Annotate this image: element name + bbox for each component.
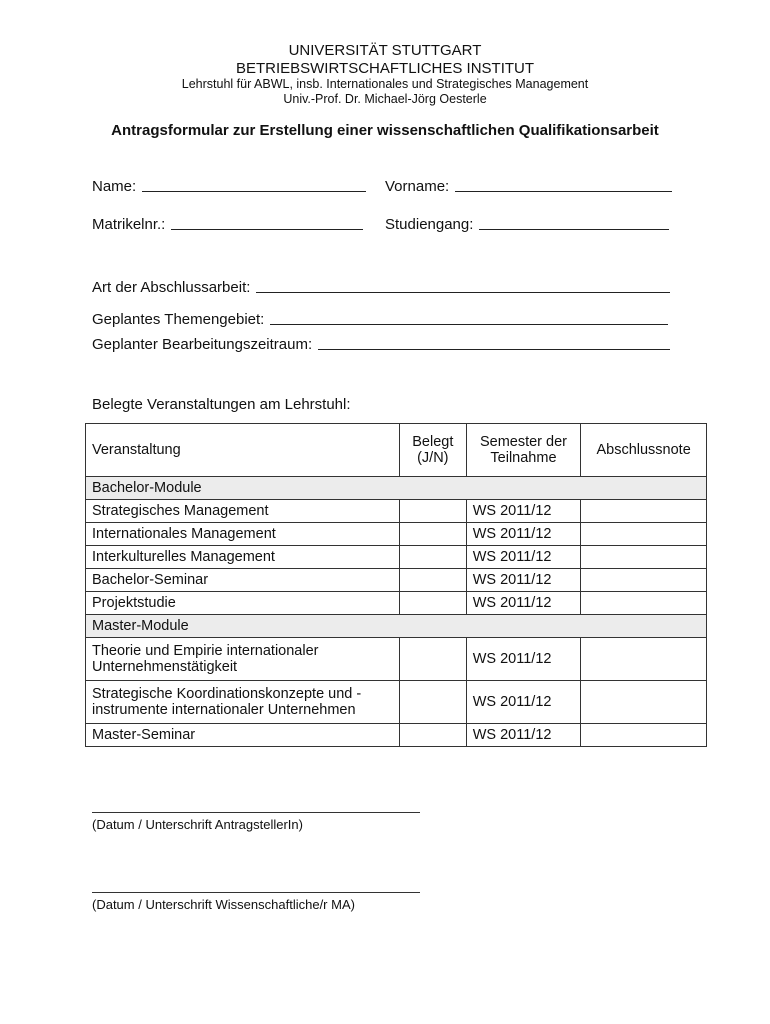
grade-cell[interactable] bbox=[581, 523, 707, 546]
name-label: Name: bbox=[92, 178, 137, 195]
chair-name: Lehrstuhl für ABWL, insb. Internationales und Strategisches Management bbox=[181, 77, 589, 91]
semester-cell: WS 2011/12 bbox=[466, 638, 581, 681]
belegt-cell[interactable] bbox=[399, 724, 466, 747]
courses-section-label: Belegte Veranstaltungen am Lehrstuhl: bbox=[92, 396, 351, 413]
grade-cell[interactable] bbox=[581, 638, 707, 681]
table-row bbox=[86, 724, 707, 747]
header-semester: Semester der Teilnahme bbox=[466, 424, 581, 477]
belegt-cell[interactable] bbox=[399, 500, 466, 523]
course-name: Strategische Koordinationskonzepte und -instrumente internationaler Unternehmen bbox=[86, 681, 400, 724]
semester-cell: WS 2011/12 bbox=[466, 569, 581, 592]
semester-cell: WS 2011/12 bbox=[466, 546, 581, 569]
themengebiet-field[interactable] bbox=[92, 311, 668, 328]
grade-cell[interactable] bbox=[581, 681, 707, 724]
name-line[interactable] bbox=[142, 190, 366, 192]
university-name: UNIVERSITÄT STUTTGART bbox=[288, 42, 482, 59]
grade-cell[interactable] bbox=[581, 546, 707, 569]
belegt-cell[interactable] bbox=[399, 523, 466, 546]
semester-cell: WS 2011/12 bbox=[466, 500, 581, 523]
courses-table bbox=[85, 423, 707, 747]
staff-signature-line[interactable] bbox=[92, 892, 420, 893]
course-name: Strategisches Management bbox=[86, 500, 400, 523]
matrikelnr-line[interactable] bbox=[171, 228, 363, 230]
art-line[interactable] bbox=[256, 291, 670, 293]
vorname-line[interactable] bbox=[455, 190, 672, 192]
belegt-cell[interactable] bbox=[399, 569, 466, 592]
matrikelnr-field[interactable] bbox=[92, 216, 363, 233]
studiengang-label: Studiengang: bbox=[385, 216, 474, 233]
institute-name: BETRIEBSWIRTSCHAFTLICHES INSTITUT bbox=[235, 60, 535, 77]
header-abschlussnote: Abschlussnote bbox=[581, 424, 707, 477]
header-belegt: Belegt (J/N) bbox=[399, 424, 466, 477]
professor-name: Univ.-Prof. Dr. Michael-Jörg Oesterle bbox=[283, 92, 487, 106]
zeitraum-field[interactable] bbox=[92, 336, 670, 353]
studiengang-field[interactable] bbox=[385, 216, 669, 233]
course-name: Internationales Management bbox=[86, 523, 400, 546]
course-name: Interkulturelles Management bbox=[86, 546, 400, 569]
name-field[interactable] bbox=[92, 178, 366, 195]
group-title: Master-Module bbox=[86, 615, 707, 638]
table-header-row bbox=[86, 424, 707, 477]
group-row-master bbox=[86, 615, 707, 638]
applicant-signature-line[interactable] bbox=[92, 812, 420, 813]
vorname-label: Vorname: bbox=[385, 178, 450, 195]
staff-signature-label: (Datum / Unterschrift Wissenschaftliche/r MA) bbox=[92, 897, 355, 912]
semester-cell: WS 2011/12 bbox=[466, 523, 581, 546]
course-name: Projektstudie bbox=[86, 592, 400, 615]
zeitraum-line[interactable] bbox=[318, 348, 670, 350]
group-row-bachelor bbox=[86, 477, 707, 500]
group-title: Bachelor-Module bbox=[86, 477, 707, 500]
vorname-field[interactable] bbox=[385, 178, 672, 195]
table-row bbox=[86, 500, 707, 523]
semester-cell: WS 2011/12 bbox=[466, 724, 581, 747]
table-row bbox=[86, 638, 707, 681]
belegt-cell[interactable] bbox=[399, 638, 466, 681]
semester-cell: WS 2011/12 bbox=[466, 592, 581, 615]
grade-cell[interactable] bbox=[581, 592, 707, 615]
staff-signature-block bbox=[92, 892, 420, 912]
grade-cell[interactable] bbox=[581, 724, 707, 747]
art-field[interactable] bbox=[92, 279, 670, 296]
grade-cell[interactable] bbox=[581, 569, 707, 592]
header-veranstaltung: Veranstaltung bbox=[86, 424, 400, 477]
belegt-cell[interactable] bbox=[399, 592, 466, 615]
themengebiet-line[interactable] bbox=[270, 323, 668, 325]
studiengang-line[interactable] bbox=[479, 228, 669, 230]
course-name: Theorie und Empirie internationaler Unternehmenstätigkeit bbox=[86, 638, 400, 681]
matrikelnr-label: Matrikelnr.: bbox=[92, 216, 166, 233]
table-row bbox=[86, 681, 707, 724]
table-row bbox=[86, 523, 707, 546]
course-name: Master-Seminar bbox=[86, 724, 400, 747]
zeitraum-label: Geplanter Bearbeitungszeitraum: bbox=[92, 336, 313, 353]
course-name: Bachelor-Seminar bbox=[86, 569, 400, 592]
applicant-signature-label: (Datum / Unterschrift AntragstellerIn) bbox=[92, 817, 303, 832]
belegt-cell[interactable] bbox=[399, 546, 466, 569]
table-row bbox=[86, 569, 707, 592]
themengebiet-label: Geplantes Themengebiet: bbox=[92, 311, 265, 328]
semester-cell: WS 2011/12 bbox=[466, 681, 581, 724]
grade-cell[interactable] bbox=[581, 500, 707, 523]
form-title: Antragsformular zur Erstellung einer wissenschaftlichen Qualifikationsarbeit bbox=[111, 122, 659, 139]
art-label: Art der Abschlussarbeit: bbox=[92, 279, 251, 296]
table-row bbox=[86, 592, 707, 615]
applicant-signature-block bbox=[92, 812, 420, 832]
table-row bbox=[86, 546, 707, 569]
belegt-cell[interactable] bbox=[399, 681, 466, 724]
